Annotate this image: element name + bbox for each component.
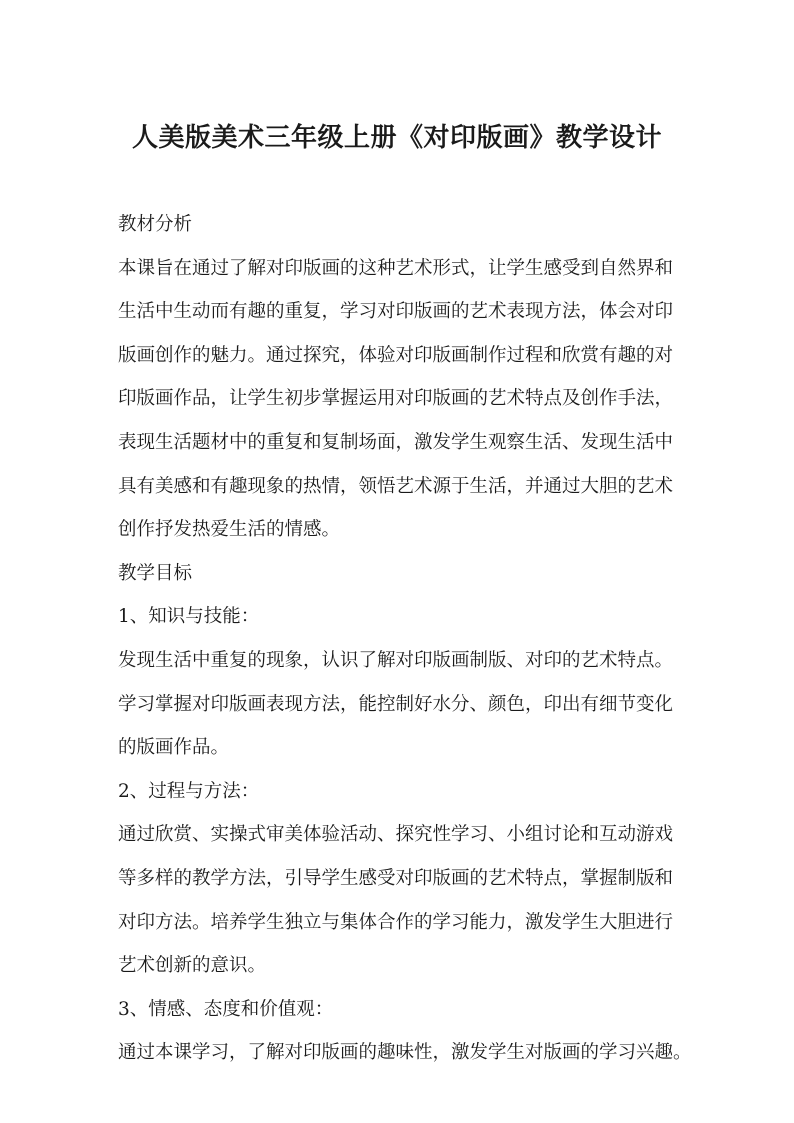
paragraph-line: 通过本课学习，了解对印版画的趣味性，激发学生对版画的学习兴趣。 <box>118 1042 692 1064</box>
section-heading-teaching-goals: 教学目标 <box>118 562 193 584</box>
paragraph-line: 表现生活题材中的重复和复制场面，激发学生观察生活、发现生活中 <box>118 431 674 453</box>
paragraph-line: 艺术创新的意识。 <box>118 955 267 977</box>
paragraph-line: 本课旨在通过了解对印版画的这种艺术形式，让学生感受到自然界和 <box>118 257 674 279</box>
paragraph-line: 印版画作品，让学生初步掌握运用对印版画的艺术特点及创作手法， <box>118 388 674 410</box>
paragraph-line: 版画创作的魅力。通过探究，体验对印版画制作过程和欣赏有趣的对 <box>118 344 674 366</box>
subheading-emotion-attitude-values: 3、情感、态度和价值观： <box>118 998 334 1020</box>
document-title: 人美版美术三年级上册《对印版画》教学设计 <box>131 123 662 153</box>
paragraph-line: 具有美感和有趣现象的热情，领悟艺术源于生活，并通过大胆的艺术 <box>118 475 674 497</box>
paragraph-line: 对印方法。培养学生独立与集体合作的学习能力，激发学生大胆进行 <box>118 911 674 933</box>
paragraph-line: 通过欣赏、实操式审美体验活动、探究性学习、小组讨论和互动游戏 <box>118 824 674 846</box>
document-body <box>118 203 692 1075</box>
subheading-knowledge-skills: 1、知识与技能： <box>118 606 260 628</box>
paragraph-line: 发现生活中重复的现象，认识了解对印版画制版、对印的艺术特点。 <box>118 649 674 671</box>
paragraph-line: 生活中生动而有趣的重复，学习对印版画的艺术表现方法，体会对印 <box>118 301 674 323</box>
paragraph-line: 的版画作品。 <box>118 737 230 759</box>
paragraph-line: 学习掌握对印版画表现方法，能控制好水分、颜色，印出有细节变化 <box>118 693 674 715</box>
paragraph-line: 等多样的教学方法，引导学生感受对印版画的艺术特点，掌握制版和 <box>118 867 674 889</box>
section-heading-material-analysis: 教材分析 <box>118 214 193 235</box>
subheading-process-methods: 2、过程与方法： <box>118 780 260 802</box>
paragraph-line: 创作抒发热爱生活的情感。 <box>118 519 341 541</box>
